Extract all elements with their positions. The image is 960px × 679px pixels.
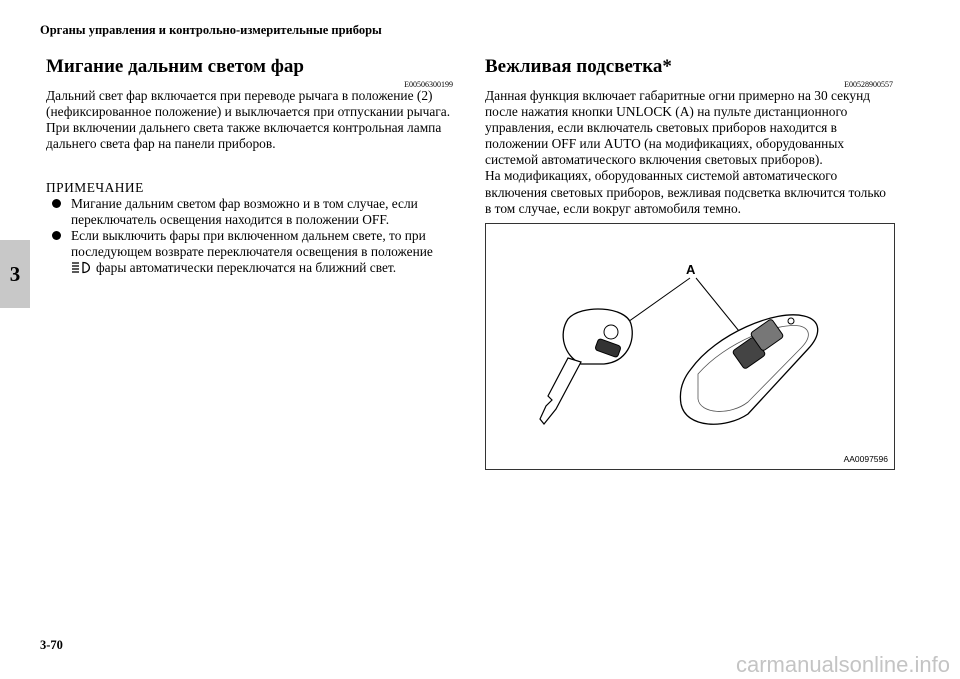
high-beam-icon	[71, 261, 93, 274]
paragraph: Дальний свет фар включается при переводе рычага в положение (2) (нефиксированное положение) и выключается при отпускании рычага.	[46, 88, 451, 120]
section-title-high-beam-flash: Мигание дальним светом фар	[46, 56, 304, 77]
remote-key-figure	[485, 223, 895, 470]
note-text: Мигание дальним светом фар возможно и в том случае, если переключатель освещения находится в положении OFF.	[71, 196, 418, 228]
page-number: 3-70	[40, 638, 63, 652]
figure-code: AA0097596	[843, 454, 888, 464]
note-item	[46, 228, 458, 276]
section-code: E00506300199	[404, 80, 453, 89]
chapter-tab	[0, 240, 30, 308]
section-code: E00528900557	[844, 80, 893, 89]
section-title-courtesy-light: Вежливая подсветка*	[485, 56, 672, 77]
paragraph: Данная функция включает габаритные огни примерно на 30 секунд после нажатия кнопки UNLOCK (A) на пульте дистанционного управления, если включатель световых приборов находится в положении OFF или AUTO (на модификациях, оборудованных системой автоматического включения световых приборов).	[485, 88, 871, 168]
section-body-right	[485, 88, 890, 217]
paragraph: На модификациях, оборудованных системой автоматического включения световых приборов, вежливая подсветка включится только в том случае, если вокруг автомобиля темно.	[485, 168, 886, 216]
note-text: Если выключить фары при включенном дальнем свете, то при последующем возврате переключателя освещения в положение	[71, 228, 433, 260]
callout-label-a: A	[686, 262, 696, 277]
section-body-left	[46, 88, 456, 152]
watermark: carmanualsonline.info	[735, 652, 950, 677]
remote-key-illustration	[486, 224, 894, 469]
note-title: ПРИМЕЧАНИЕ	[46, 180, 144, 195]
chapter-number: 3	[9, 261, 21, 286]
running-header: Органы управления и контрольно-измерительные приборы	[40, 23, 382, 37]
note-text: фары автоматически переключатся на ближний свет.	[96, 260, 397, 276]
paragraph: При включении дальнего света также включается контрольная лампа дальнего света фар на панели приборов.	[46, 120, 442, 152]
note-list	[46, 196, 458, 276]
note-item	[46, 196, 458, 228]
